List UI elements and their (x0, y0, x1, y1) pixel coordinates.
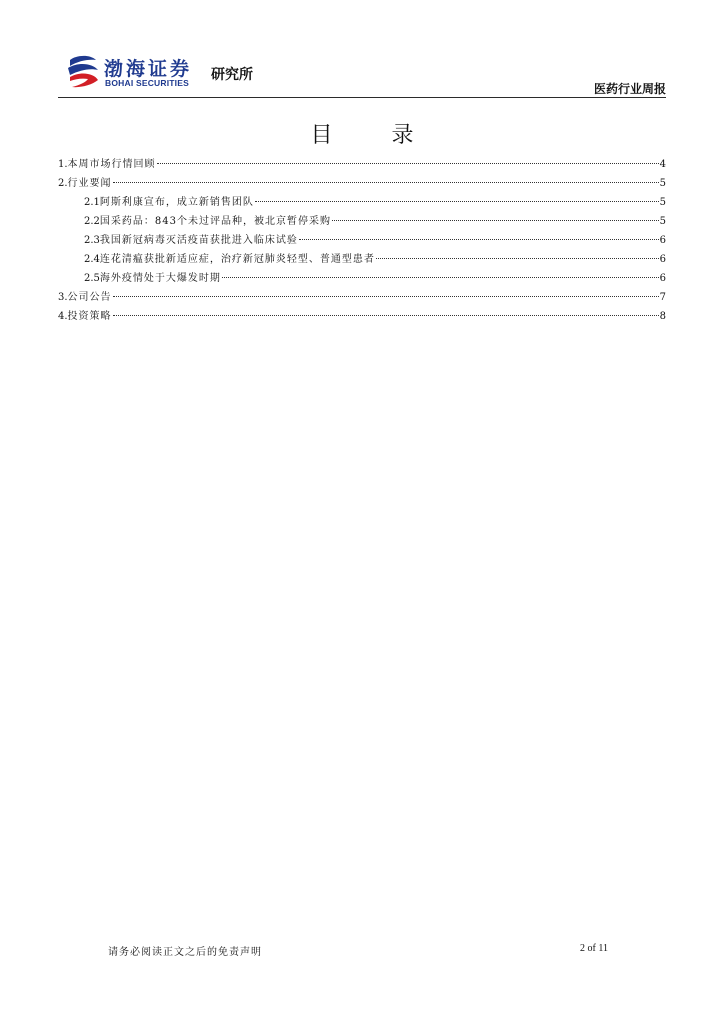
toc-dot-leader (299, 239, 659, 240)
toc-entry-title: 投资策略 (67, 311, 112, 322)
toc-entry-page: 5 (659, 216, 666, 227)
toc-entry[interactable] (58, 155, 666, 174)
toc-entry-title: 海外疫情处于大爆发时期 (99, 273, 221, 284)
toc-entry-number: 3. (58, 292, 68, 303)
toc-entry-number: 4. (58, 311, 68, 322)
toc-entry-title: 我国新冠病毒灭活疫苗获批进入临床试验 (99, 235, 298, 246)
institute-label: 研究所 (211, 67, 253, 83)
toc-entry[interactable] (58, 174, 666, 193)
toc-entry[interactable] (58, 212, 666, 231)
toc-entry-number: 2.4 (84, 254, 100, 265)
toc-dot-leader (113, 296, 659, 297)
toc-entry-title: 连花清瘟获批新适应症，治疗新冠肺炎轻型、普通型患者 (99, 254, 375, 265)
toc-entry-title: 行业要闻 (67, 178, 112, 189)
toc-dot-leader (113, 315, 659, 316)
toc-entry-title: 阿斯利康宣布，成立新销售团队 (99, 197, 254, 208)
toc-entry[interactable] (58, 269, 666, 288)
toc-entry[interactable] (58, 250, 666, 269)
company-logo (66, 52, 253, 92)
toc-entry-page: 6 (659, 254, 666, 265)
toc-entry-title: 本周市场行情回顾 (67, 159, 156, 170)
toc-entry-number: 2.1 (84, 197, 100, 208)
toc-entry-page: 5 (659, 197, 666, 208)
page-header (58, 52, 666, 98)
toc-dot-leader (222, 277, 659, 278)
report-type: 医药行业周报 (593, 82, 666, 96)
footer-disclaimer: 请务必阅读正文之后的免责声明 (108, 947, 262, 958)
header-divider (58, 97, 666, 98)
toc-dot-leader (255, 201, 659, 202)
toc-entry-number: 2. (58, 178, 68, 189)
toc-entry-page: 6 (659, 235, 666, 246)
table-of-contents (58, 155, 666, 326)
toc-entry-page: 8 (659, 311, 666, 322)
toc-dot-leader (113, 182, 659, 183)
bohai-logo-icon (66, 54, 100, 90)
toc-entry[interactable] (58, 288, 666, 307)
toc-dot-leader (376, 258, 659, 259)
toc-dot-leader (157, 163, 659, 164)
toc-entry-page: 6 (659, 273, 666, 284)
logo-english-name: BOHAI SECURITIES (105, 78, 189, 88)
logo-chinese-name: 渤海证券 (104, 58, 193, 80)
toc-entry-page: 5 (659, 178, 666, 189)
toc-entry-title: 国采药品：843个未过评品种，被北京暂停采购 (99, 216, 331, 227)
toc-entry[interactable] (58, 193, 666, 212)
toc-entry-page: 7 (659, 292, 666, 303)
toc-dot-leader (332, 220, 659, 221)
toc-entry-number: 2.2 (84, 216, 100, 227)
toc-entry-title: 公司公告 (67, 292, 112, 303)
toc-entry-page: 4 (659, 159, 666, 170)
footer-page-number: 2 of 11 (580, 943, 608, 954)
toc-entry-number: 2.3 (84, 235, 100, 246)
toc-entry[interactable] (58, 231, 666, 250)
toc-entry[interactable] (58, 307, 666, 326)
toc-entry-number: 2.5 (84, 273, 100, 284)
toc-title: 目 录 (310, 123, 440, 148)
toc-entry-number: 1. (58, 159, 68, 170)
